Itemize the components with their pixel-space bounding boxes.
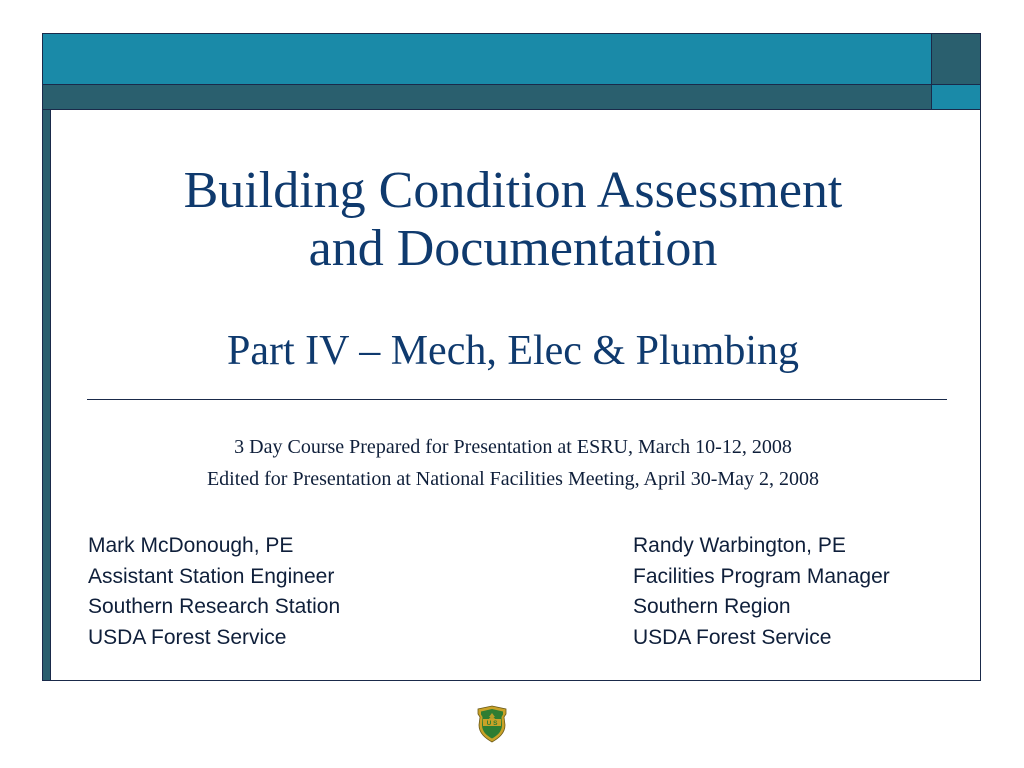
author-unit: Southern Region xyxy=(633,595,791,618)
author-role: Facilities Program Manager xyxy=(633,564,890,588)
author-agency: USDA Forest Service xyxy=(88,625,287,649)
logo-text: U S xyxy=(486,720,498,727)
author-block-right xyxy=(633,531,890,653)
course-info-line-1: 3 Day Course Prepared for Presentation at ESRU, March 10-12, 2008 xyxy=(234,436,792,458)
author-role: Assistant Station Engineer xyxy=(88,564,335,588)
slide-subtitle: Part IV – Mech, Elec & Plumbing xyxy=(227,328,799,374)
header-band-bottom xyxy=(43,85,931,110)
divider-rule xyxy=(87,399,947,400)
slide-title-line-2: and Documentation xyxy=(308,220,718,277)
author-block-left xyxy=(88,531,340,653)
slide-title xyxy=(63,162,963,278)
author-agency: USDA Forest Service xyxy=(633,625,832,649)
usfs-shield-icon xyxy=(476,705,508,743)
author-name: Randy Warbington, PE xyxy=(633,534,846,557)
slide-title-line-1: Building Condition Assessment xyxy=(183,162,843,219)
author-unit: Southern Research Station xyxy=(88,595,341,618)
header-corner-square-top xyxy=(931,34,980,85)
slide-frame xyxy=(42,33,981,681)
header-band-top xyxy=(43,34,931,85)
header-corner-square-bottom xyxy=(931,85,980,110)
course-info-line-2: Edited for Presentation at National Facilities Meeting, April 30-May 2, 2008 xyxy=(206,468,820,490)
author-name: Mark McDonough, PE xyxy=(88,534,294,557)
left-accent-bar xyxy=(43,110,51,680)
